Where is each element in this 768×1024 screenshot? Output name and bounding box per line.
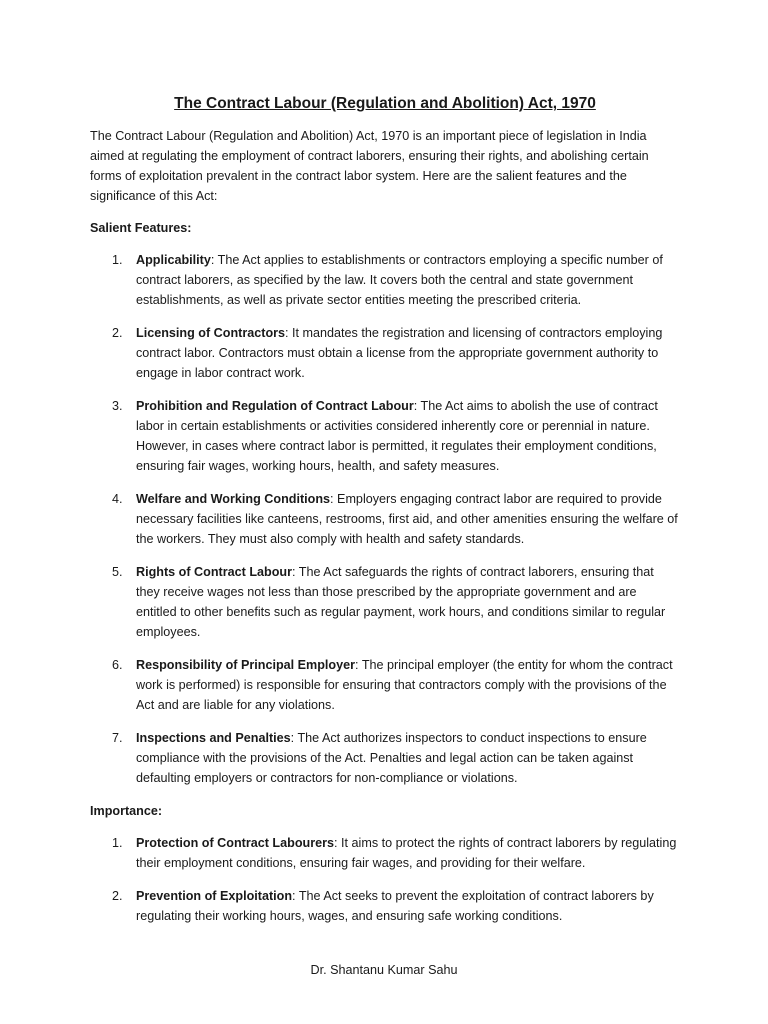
salient-features-list xyxy=(90,250,680,788)
list-item-term: Inspections and Penalties xyxy=(136,731,291,745)
list-item xyxy=(90,562,680,642)
list-item-number: 2. xyxy=(112,326,123,340)
document-page xyxy=(90,94,680,939)
list-item-number: 1. xyxy=(112,836,123,850)
list-item-text: : Employers engaging contract labor are required to provide necessary facilities like canteens, restrooms, first aid, and other amenities ensuring the welfare of the workers. They must also comply with health and safety standards. xyxy=(136,492,678,546)
list-item-term: Prevention of Exploitation xyxy=(136,889,293,903)
intro-paragraph: The Contract Labour (Regulation and Abolition) Act, 1970 is an important piece of legislation in India aimed at regulating the employment of contract laborers, ensuring their rights, and abolishing certain forms of exploitation prevalent in the contract labor system. Here are the salient features and the significance of this Act: xyxy=(90,129,649,203)
list-item xyxy=(90,489,680,549)
document-title: The Contract Labour (Regulation and Abolition) Act, 1970 xyxy=(174,95,596,112)
list-item-number: 1. xyxy=(112,253,123,267)
list-item-number: 5. xyxy=(112,565,123,579)
list-item xyxy=(90,886,680,926)
list-item-term: Licensing of Contractors xyxy=(136,326,286,340)
list-item-text: : The Act aims to abolish the use of contract labor in certain establishments or activities considered inherently core or perennial in nature. However, in cases where contract labor is permitted, it regulates their employment conditions, ensuring fair wages, working hours, health, and safety measures. xyxy=(136,399,658,473)
list-item xyxy=(90,250,680,310)
author-footer: Dr. Shantanu Kumar Sahu xyxy=(310,963,458,977)
list-item-term: Applicability xyxy=(136,253,211,267)
list-item-text: : It aims to protect the rights of contract laborers by regulating their employment conditions, ensuring fair wages, and providing for their welfare. xyxy=(136,836,677,870)
list-item-text: : The Act authorizes inspectors to conduct inspections to ensure compliance with the provisions of the Act. Penalties and legal action can be taken against defaulting employers or contractors for non-compliance or violations. xyxy=(136,731,647,785)
list-item-term: Rights of Contract Labour xyxy=(136,565,293,579)
importance-heading: Importance: xyxy=(90,804,163,818)
list-item-number: 4. xyxy=(112,492,123,506)
list-item-number: 3. xyxy=(112,399,123,413)
salient-features-heading: Salient Features: xyxy=(90,221,192,235)
list-item-text: : The principal employer (the entity for whom the contract work is performed) is responsible for ensuring that contractors comply with the provisions of the Act and are liable for any violations. xyxy=(136,658,673,712)
importance-list xyxy=(90,833,680,926)
list-item xyxy=(90,833,680,873)
list-item-term: Prohibition and Regulation of Contract Labour xyxy=(136,399,414,413)
list-item xyxy=(90,396,680,476)
list-item-text: : It mandates the registration and licensing of contractors employing contract labor. Contractors must obtain a license from the appropriate government authority to engage in labor contract work. xyxy=(136,326,663,380)
list-item-number: 6. xyxy=(112,658,123,672)
list-item-term: Responsibility of Principal Employer xyxy=(136,658,356,672)
list-item-term: Protection of Contract Labourers xyxy=(136,836,335,850)
list-item-term: Welfare and Working Conditions xyxy=(136,492,331,506)
list-item-number: 2. xyxy=(112,889,123,903)
list-item xyxy=(90,323,680,383)
list-item-text: : The Act seeks to prevent the exploitation of contract laborers by regulating their working hours, wages, and ensuring safe working conditions. xyxy=(136,889,654,923)
list-item xyxy=(90,655,680,715)
list-item xyxy=(90,728,680,788)
list-item-text: : The Act safeguards the rights of contract laborers, ensuring that they receive wages not less than those prescribed by the appropriate government and are entitled to other benefits such as regular payment, work hours, and conditions similar to regular employees. xyxy=(136,565,666,639)
list-item-number: 7. xyxy=(112,731,123,745)
list-item-text: : The Act applies to establishments or contractors employing a specific number of contract laborers, as specified by the law. It covers both the central and state government establishments, as well as private sector entities meeting the prescribed criteria. xyxy=(136,253,663,307)
